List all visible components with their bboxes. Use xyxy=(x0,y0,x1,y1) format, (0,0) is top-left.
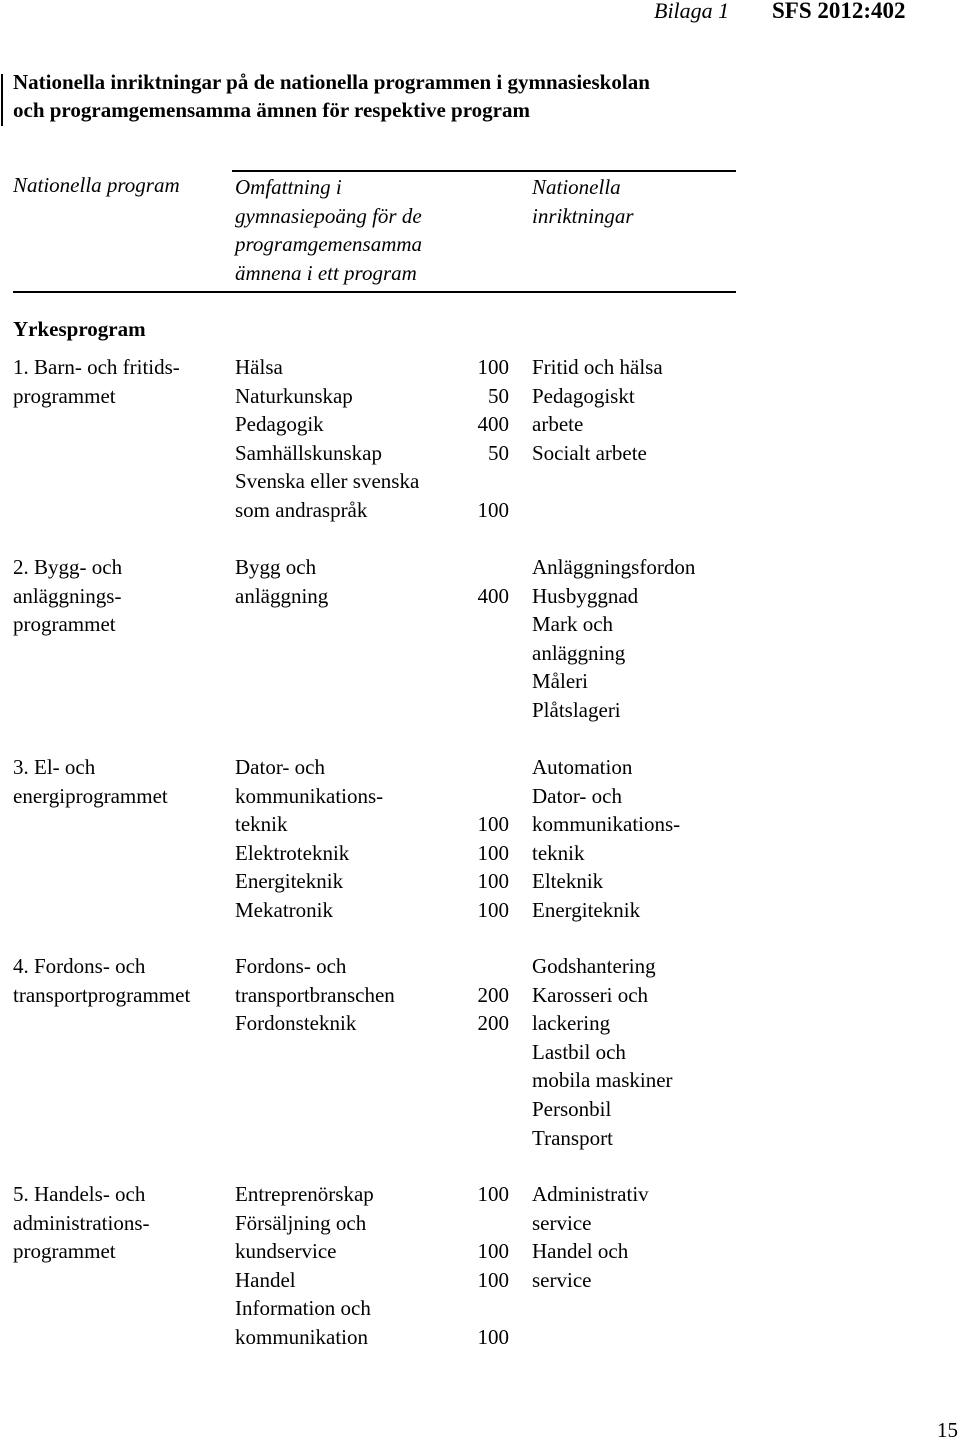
inriktning-item: Mark och xyxy=(532,612,614,637)
subject-name: Fordonsteknik xyxy=(235,1011,357,1036)
program-name: 4. Fordons- och xyxy=(13,954,146,978)
col-header-program: Nationella program xyxy=(13,173,180,197)
col-header-inriktningar-line: inriktningar xyxy=(532,203,634,228)
inriktning-item: Energiteknik xyxy=(532,898,641,922)
program-name: anläggnings- xyxy=(13,583,122,608)
subject-name: Pedagogik xyxy=(235,412,324,437)
sfs-number: SFS 2012:402 xyxy=(772,0,906,23)
program-name: transportprogrammet xyxy=(13,982,191,1007)
inriktning-item: teknik xyxy=(532,840,585,865)
program-name: programmet xyxy=(13,383,116,408)
header-bottom-rule xyxy=(13,291,736,293)
program-name: programmet xyxy=(13,1239,116,1264)
subject-points: 100 xyxy=(477,1267,509,1292)
change-bar xyxy=(1,74,3,126)
program-name: 5. Handels- och xyxy=(13,1182,146,1206)
subject-points: 400 xyxy=(477,412,509,437)
subject-name: transportbranschen xyxy=(235,982,395,1007)
subject-points: 100 xyxy=(477,1239,509,1264)
col-header-points-line: programgemensamma xyxy=(235,232,423,256)
title-line-2: och programgemensamma ämnen för respektive program xyxy=(13,98,530,122)
subject-name: kundservice xyxy=(235,1239,337,1264)
inriktning-item: anläggning xyxy=(532,640,626,665)
inriktning-item: Godshantering xyxy=(532,954,656,978)
subject-points: 100 xyxy=(477,498,509,522)
subject-name: Naturkunskap xyxy=(235,383,353,408)
subject-name: Hälsa xyxy=(235,355,283,379)
inriktning-item: Administrativ xyxy=(532,1182,649,1206)
inriktning-item: Plåtslageri xyxy=(532,698,621,722)
subject-name: Försäljning och xyxy=(235,1210,367,1235)
col-header-inriktningar xyxy=(532,173,634,230)
page-number: 15 xyxy=(937,1418,958,1442)
inriktning-item: Handel och xyxy=(532,1239,629,1264)
inriktning-item: service xyxy=(532,1267,592,1292)
header-top-rule xyxy=(232,170,736,172)
inriktning-item: Måleri xyxy=(532,669,588,694)
program-name: energiprogrammet xyxy=(13,783,168,808)
subject-name: Elektroteknik xyxy=(235,840,350,865)
subject-name: Bygg och xyxy=(235,555,317,579)
program-name: 2. Bygg- och xyxy=(13,555,123,579)
inriktning-item: Transport xyxy=(532,1125,613,1150)
inriktning-item: arbete xyxy=(532,412,584,437)
col-header-points xyxy=(235,173,422,287)
inriktning-item: Anläggningsfordon xyxy=(532,555,696,579)
subject-name: Energiteknik xyxy=(235,869,344,894)
col-header-points-line: Omfattning i xyxy=(235,175,342,199)
program-name: administrations- xyxy=(13,1210,150,1235)
col-header-inriktningar-line: Nationella xyxy=(532,175,621,199)
inriktning-item: Dator- och xyxy=(532,783,622,808)
inriktning-item: Husbyggnad xyxy=(532,583,639,608)
subject-name: Information och xyxy=(235,1296,371,1321)
subject-points: 100 xyxy=(477,1325,509,1349)
subject-name: Entreprenörskap xyxy=(235,1182,374,1206)
subject-points: 100 xyxy=(477,355,509,379)
inriktning-item: Pedagogiskt xyxy=(532,383,635,408)
subject-points: 200 xyxy=(477,1011,509,1036)
inriktning-item: Automation xyxy=(532,755,633,779)
col-header-points-line: ämnena i ett program xyxy=(235,260,417,285)
inriktning-item: service xyxy=(532,1210,592,1235)
inriktning-item: mobila maskiner xyxy=(532,1068,673,1093)
program-name: programmet xyxy=(13,612,116,637)
inriktning-item: Lastbil och xyxy=(532,1039,626,1064)
subject-name: anläggning xyxy=(235,583,329,608)
inriktning-item: Socialt arbete xyxy=(532,440,647,465)
title-line-1: Nationella inriktningar på de nationella programmen i gymnasieskolan xyxy=(13,70,650,94)
col-header-points-line: gymnasiepoäng för de xyxy=(235,203,422,228)
subject-name: som andraspråk xyxy=(235,498,368,522)
inriktning-item: kommunikations- xyxy=(532,812,681,837)
subject-points: 50 xyxy=(488,440,509,465)
subject-points: 100 xyxy=(477,840,509,865)
subject-name: Fordons- och xyxy=(235,954,347,978)
subject-name: Mekatronik xyxy=(235,898,333,922)
subject-name: Svenska eller svenska xyxy=(235,469,420,494)
bilaga-label: Bilaga 1 xyxy=(654,0,730,23)
subject-points: 100 xyxy=(477,1182,509,1206)
subject-name: Handel xyxy=(235,1267,296,1292)
inriktning-item: lackering xyxy=(532,1011,611,1036)
program-name: 1. Barn- och fritids- xyxy=(13,355,180,379)
subject-points: 400 xyxy=(477,583,509,608)
subject-points: 100 xyxy=(477,869,509,894)
section-title: Yrkesprogram xyxy=(13,317,146,341)
subject-name: teknik xyxy=(235,812,288,837)
program-name: 3. El- och xyxy=(13,755,96,779)
subject-name: Samhällskunskap xyxy=(235,440,382,465)
inriktning-item: Karosseri och xyxy=(532,982,649,1007)
subject-points: 50 xyxy=(488,383,509,408)
inriktning-item: Elteknik xyxy=(532,869,604,894)
subject-points: 100 xyxy=(477,898,509,922)
inriktning-item: Personbil xyxy=(532,1097,612,1121)
subject-name: kommunikations- xyxy=(235,783,384,808)
subject-points: 200 xyxy=(477,982,509,1007)
subject-name: kommunikation xyxy=(235,1325,368,1349)
inriktning-item: Fritid och hälsa xyxy=(532,355,663,379)
subject-points: 100 xyxy=(477,812,509,837)
subject-name: Dator- och xyxy=(235,755,325,779)
